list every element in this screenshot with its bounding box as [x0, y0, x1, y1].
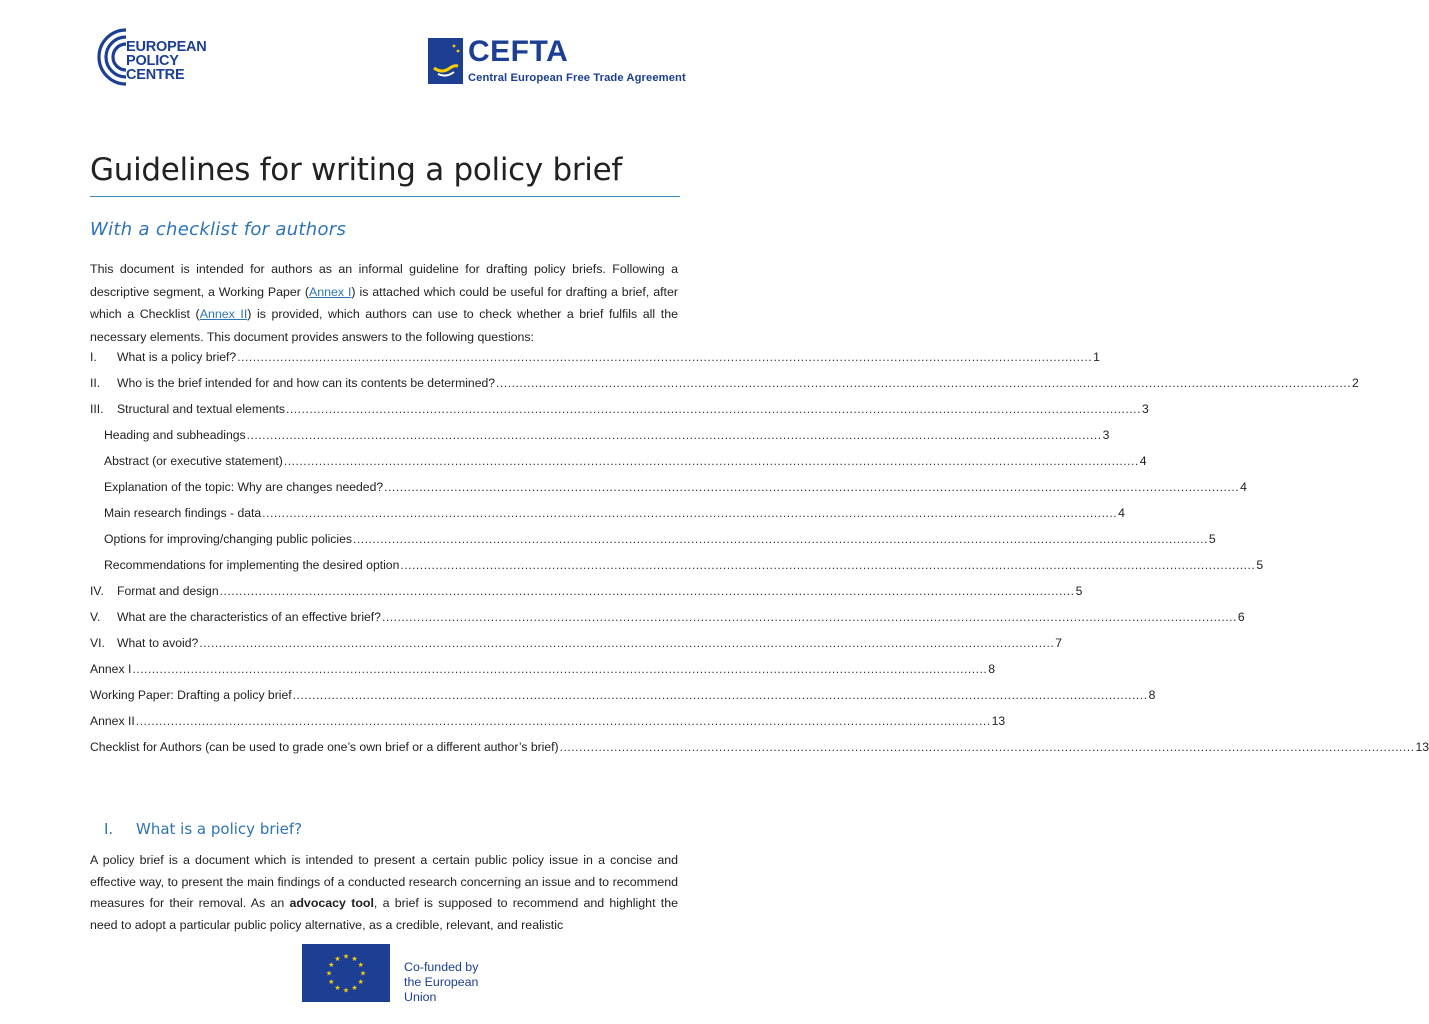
advocacy-tool-term: advocacy tool	[289, 896, 374, 910]
toc-entry-page: 4	[1118, 506, 1125, 520]
toc-leader-dots: ............................................................................................................................................................................................................................	[219, 584, 1075, 598]
toc-entry-label: Annex II	[90, 714, 135, 728]
toc-entry-page: 2	[1351, 376, 1359, 390]
section-number: I.	[104, 820, 114, 838]
eu-star-icon: ★	[351, 985, 358, 993]
eu-star-icon: ★	[328, 979, 335, 986]
section-heading	[104, 820, 302, 838]
toc-entry-label: Structural and textual elements	[117, 402, 286, 416]
eu-star-icon: ★	[328, 962, 335, 969]
eu-star-icon: ★	[357, 962, 364, 969]
eu-star-icon: ★	[357, 979, 364, 986]
epc-logo	[92, 26, 222, 86]
toc-entry[interactable]	[90, 480, 1247, 506]
toc-entry-page: 7	[1055, 636, 1063, 650]
epc-line-3: CENTRE	[126, 67, 185, 83]
annex-1-link[interactable]: Annex I	[308, 284, 352, 299]
eu-star-icon: ★	[359, 970, 367, 978]
toc-entry[interactable]	[90, 688, 1156, 714]
toc-entry-label: Abstract (or executive statement)	[104, 454, 283, 468]
toc-entry-label: What are the characteristics of an effective brief?	[117, 610, 381, 624]
toc-leader-dots: ............................................................................................................................................................................................................................	[283, 454, 1139, 468]
eu-star-icon: ★	[334, 955, 341, 963]
toc-entry-page: 5	[1208, 532, 1216, 546]
toc-entry-page: 5	[1075, 584, 1083, 598]
eu-star-icon: ★	[325, 970, 333, 978]
toc-entry[interactable]	[90, 636, 1063, 662]
toc-entry[interactable]	[90, 376, 1359, 402]
toc-entry-page: 3	[1102, 428, 1110, 442]
cefta-emblem-icon	[428, 38, 463, 84]
document-subtitle: With a checklist for authors	[90, 219, 347, 240]
toc-entry-number: VI.	[90, 636, 105, 650]
toc-entry[interactable]	[90, 506, 1125, 532]
toc-entry[interactable]	[90, 402, 1149, 428]
toc-leader-dots: ............................................................................................................................................................................................................................	[352, 532, 1208, 546]
annex-2-link[interactable]: Annex II	[199, 307, 248, 321]
toc-entry-label: Checklist for Authors (can be used to grade one’s own brief or a different author’s brief)	[90, 740, 559, 754]
section-body: A policy brief is a document which is intended to present a certain public policy issue in a concise and effective way, to present the main findings of a conducted research concerning an issue and to recommend measures for their removal. As an advocacy tool, a brief is supposed to recommend and highlight the need to adopt a particular public policy alternative, as a credible, relevant, and realistic	[90, 853, 678, 932]
toc-leader-dots: ............................................................................................................................................................................................................................	[400, 558, 1256, 572]
document-title: Guidelines for writing a policy brief	[90, 152, 623, 188]
toc-entry-label: Options for improving/changing public policies	[104, 532, 352, 546]
toc-leader-dots: ............................................................................................................................................................................................................................	[384, 480, 1240, 494]
toc-entry-page: 13	[1415, 740, 1429, 754]
table-of-contents	[90, 350, 1429, 766]
eu-cofunded-badge	[302, 944, 482, 1002]
title-divider	[90, 196, 680, 197]
toc-entry-label: Working Paper: Drafting a policy brief	[90, 688, 292, 702]
toc-entry[interactable]	[90, 714, 1006, 740]
toc-entry-label: Heading and subheadings	[104, 428, 246, 442]
toc-entry-label: Format and design	[117, 584, 219, 598]
toc-entry[interactable]	[90, 454, 1147, 480]
toc-entry-label: What to avoid?	[117, 636, 199, 650]
cefta-name: CEFTA	[468, 35, 569, 68]
toc-leader-dots: ............................................................................................................................................................................................................................	[199, 636, 1055, 650]
toc-leader-dots: ............................................................................................................................................................................................................................	[237, 350, 1093, 364]
toc-entry-page: 4	[1240, 480, 1247, 494]
eu-line-1: Co-funded by	[404, 960, 479, 974]
toc-entry-label: Explanation of the topic: Why are changes needed?	[104, 480, 384, 494]
eu-star-icon: ★	[334, 985, 341, 993]
toc-leader-dots: ............................................................................................................................................................................................................................	[559, 740, 1415, 754]
toc-entry-label: Who is the brief intended for and how can its contents be determined?	[117, 376, 496, 390]
toc-leader-dots: ............................................................................................................................................................................................................................	[286, 402, 1141, 416]
toc-leader-dots: ............................................................................................................................................................................................................................	[381, 610, 1237, 624]
toc-entry-page: 1	[1093, 350, 1100, 364]
toc-leader-dots: ............................................................................................................................................................................................................................	[292, 688, 1148, 702]
toc-entry-label: Recommendations for implementing the desired option	[104, 558, 400, 572]
toc-entry-label: What is a policy brief?	[117, 350, 237, 364]
eu-star-icon: ★	[342, 953, 350, 961]
toc-entry-page: 8	[988, 662, 996, 676]
toc-entry-page: 6	[1237, 610, 1245, 624]
toc-entry-page: 13	[991, 714, 1006, 728]
eu-star-icon: ★	[342, 987, 350, 995]
toc-entry-number: V.	[90, 610, 101, 624]
toc-entry-page: 8	[1148, 688, 1156, 702]
toc-entry-page: 4	[1139, 454, 1147, 468]
epc-line-1: EUROPEAN	[126, 39, 207, 55]
epc-line-2: POLICY	[126, 53, 179, 69]
toc-entry[interactable]	[90, 532, 1216, 558]
toc-leader-dots: ............................................................................................................................................................................................................................	[132, 662, 988, 676]
toc-leader-dots: ............................................................................................................................................................................................................................	[262, 506, 1118, 520]
toc-leader-dots: ............................................................................................................................................................................................................................	[135, 714, 991, 728]
toc-entry-page: 5	[1256, 558, 1264, 572]
cefta-tagline: Central European Free Trade Agreement	[468, 72, 686, 84]
toc-entry[interactable]	[90, 428, 1110, 454]
eu-star-icon: ★	[351, 955, 358, 963]
toc-entry-page: 3	[1141, 402, 1149, 416]
toc-entry-number: IV.	[90, 584, 104, 598]
toc-entry-label: Main research findings - data	[104, 506, 262, 520]
toc-leader-dots: ............................................................................................................................................................................................................................	[246, 428, 1102, 442]
cefta-logo	[428, 35, 688, 86]
toc-entry-number: I.	[90, 350, 97, 364]
eu-line-2: the European Union	[404, 975, 479, 1004]
toc-entry[interactable]	[90, 610, 1245, 636]
section-title: What is a policy brief?	[136, 820, 303, 838]
toc-entry[interactable]	[90, 662, 996, 688]
toc-entry[interactable]	[90, 350, 1100, 376]
intro-paragraph: This document is intended for authors as an informal guideline for drafting policy briefs. Following a descriptive segment, a Working Paper (Annex I) is attached which could be useful for drafting a brief, after which a Checklist (Annex II) is provided, which authors can use to check whether a brief fulfils all the necessary elements. This document provides answers to the following questions:	[90, 262, 678, 344]
toc-entry[interactable]	[90, 584, 1083, 610]
toc-entry-number: II.	[90, 376, 101, 390]
toc-entry[interactable]	[90, 558, 1264, 584]
toc-entry-number: III.	[90, 402, 104, 416]
toc-entry-label: Annex I	[90, 662, 132, 676]
eu-flag-icon	[302, 944, 390, 1002]
toc-leader-dots: ............................................................................................................................................................................................................................	[496, 376, 1351, 390]
toc-entry[interactable]	[90, 740, 1429, 766]
